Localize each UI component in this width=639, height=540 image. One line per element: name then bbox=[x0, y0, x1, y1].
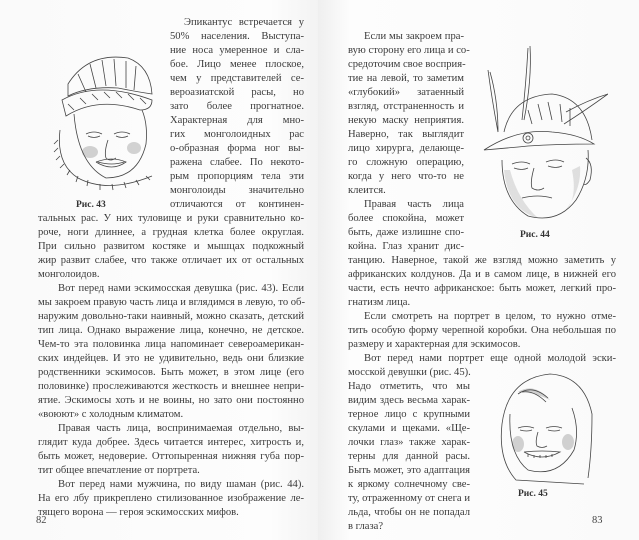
page-number-right: 83 bbox=[592, 515, 603, 526]
text-line: Надо отметить, что мы bbox=[348, 381, 470, 392]
text-line: Характерная для мно- bbox=[170, 115, 304, 126]
text-line: вую сторону его лица и со- bbox=[348, 45, 470, 56]
text-line: терное лицо с крупными bbox=[348, 409, 470, 420]
text-line: ских индейцев. И это не удивительно, ведь они близкие bbox=[38, 353, 304, 364]
text-line: «глубокий» затаенный bbox=[348, 87, 464, 98]
text-line: тальных рас. У них туловище и руки сравнительно ко- bbox=[38, 213, 304, 224]
figure-43-illustration bbox=[28, 44, 156, 194]
text-line: Быть может, это адаптация bbox=[348, 465, 470, 476]
text-line: родственники эскимосов. Быть может, в этом лице (его bbox=[38, 367, 304, 378]
text-line: половинке) прослеживаются жесткость и внешнее непри- bbox=[38, 381, 304, 392]
text-line: наружим довольно-таки наивный, можно сказать, детский bbox=[38, 311, 304, 322]
text-line: лочки глаз» также харак- bbox=[348, 437, 470, 448]
text-line: Чем-то эта половинка лица напоминает североамерикан- bbox=[38, 339, 304, 350]
figure-43-caption: Рис. 43 bbox=[76, 200, 106, 210]
text-line: Вот перед нами мужчина, по виду шаман (рис. 44). bbox=[58, 479, 304, 490]
text-line: быть может, недоверие. Оттопыренная нижняя губа пор- bbox=[38, 451, 304, 462]
text-line: когда у него что-то не bbox=[348, 171, 464, 182]
text-line: чем у представителей се- bbox=[170, 73, 304, 84]
text-line: 50% населения. Выступа- bbox=[170, 31, 304, 42]
text-line: лицо хирурга, делающе- bbox=[348, 143, 464, 154]
text-line: гнатизм лица. bbox=[348, 297, 411, 308]
text-line: Правая часть лица bbox=[364, 199, 464, 210]
text-line: рым пропорциям тела эти bbox=[170, 171, 304, 182]
text-line: к яркому солнечному све- bbox=[348, 479, 470, 490]
text-line: скулами и щеками. «Ще- bbox=[348, 423, 470, 434]
text-line: Эпикантус встречается у bbox=[184, 17, 304, 28]
text-line: На его лбу прикреплено стилизованное изображение ле- bbox=[38, 493, 304, 504]
text-line: видим здесь весьма харак- bbox=[348, 395, 470, 406]
text-line: в глаза? bbox=[348, 521, 384, 532]
text-line: Если смотреть на портрет в целом, то нужно отме- bbox=[364, 311, 616, 322]
page-number-left: 82 bbox=[36, 515, 47, 526]
text-line: африканских колдунов. Да и в самом лице, в нижней его bbox=[348, 269, 616, 280]
text-line: льда, чтобы он не попадал bbox=[348, 507, 470, 518]
text-line: глядит куда добрее. Здесь читается интерес, хитрость и, bbox=[38, 437, 304, 448]
text-line: тип лица. Однако выражение лица, конечно, не детское. bbox=[38, 325, 304, 336]
text-line: койна. Глаз хранит дис- bbox=[348, 241, 464, 252]
text-line: ражена слабее. По некото- bbox=[170, 157, 304, 168]
text-line: тит общее впечатление от портрета. bbox=[38, 465, 200, 476]
figure-45-illustration bbox=[488, 370, 600, 488]
text-line: некую маску неприятия. bbox=[348, 115, 464, 126]
text-line: Вот перед нами эскимосская девушка (рис. 43). Если bbox=[58, 283, 304, 294]
text-line: отличаются от континен- bbox=[170, 199, 304, 210]
text-line: тить особую форму черепной коробки. Она небольшая по bbox=[348, 325, 616, 336]
text-line: мосской девушки (рис. 45). bbox=[348, 367, 471, 378]
shaman-drawing bbox=[468, 40, 608, 225]
text-line: ние носа умеренное и сла- bbox=[170, 45, 304, 56]
text-line: мы закроем правую часть лица и вглядимся в левую, то об- bbox=[38, 297, 305, 308]
text-line: более спокойна, может bbox=[348, 213, 464, 224]
text-line: бое. Лицо менее плоское, bbox=[170, 59, 304, 70]
text-line: Правая часть лица, воспринимаемая отдельно, вы- bbox=[58, 423, 304, 434]
text-line: «воюют» с холодным климатом. bbox=[38, 409, 184, 420]
text-line: о-образная форма ног вы- bbox=[170, 143, 304, 154]
text-line: ту, отраженному от снега и bbox=[348, 493, 470, 504]
text-line: быть, даже излишне спо- bbox=[348, 227, 464, 238]
text-line: Если мы закроем пра- bbox=[364, 31, 464, 42]
text-line: Наверно, так выглядит bbox=[348, 129, 464, 140]
text-line: монголоиды значительно bbox=[170, 185, 304, 196]
text-line: жир развит слабее, что также отличает их от остальных bbox=[38, 255, 304, 266]
text-line: взгляд, отстраненность и bbox=[348, 101, 464, 112]
text-line: роче, ноги длиннее, а грудная клетка более округлая. bbox=[38, 227, 304, 238]
text-line: тие на левой, то заметим bbox=[348, 73, 464, 84]
right-page bbox=[318, 0, 639, 540]
text-line: При сильно развитом костяке и мышцах подкожный bbox=[38, 241, 304, 252]
text-line: вероазиатской расы, но bbox=[170, 87, 304, 98]
text-line: танцию. Наверное, такой же взгляд можно заметить у bbox=[348, 255, 616, 266]
eskimo-girl-drawing bbox=[28, 44, 156, 194]
text-line: терны для данной расы. bbox=[348, 451, 470, 462]
text-line: зато более прогнатное. bbox=[170, 101, 304, 112]
text-line: тящего ворона — героя эскимосских мифов. bbox=[38, 507, 239, 518]
text-line: монголоидов. bbox=[38, 269, 100, 280]
text-line: размеру и характерная для эскимосов. bbox=[348, 339, 521, 350]
young-eskimo-girl-drawing bbox=[488, 370, 600, 488]
text-line: клеится. bbox=[348, 185, 386, 196]
text-line: Вот перед нами портрет еще одной молодой эски- bbox=[364, 353, 616, 364]
figure-44-caption: Рис. 44 bbox=[520, 230, 550, 240]
text-line: ятие. Эскимосы хоть и не воины, но зато они постоянно bbox=[38, 395, 304, 406]
text-line: средоточим свое восприя- bbox=[348, 59, 466, 70]
figure-44-illustration bbox=[468, 40, 608, 225]
figure-45-caption: Рис. 45 bbox=[518, 489, 548, 499]
text-line: го сложную операцию, bbox=[348, 157, 464, 168]
text-line: части, есть нечто африканское: быть может, легкий про- bbox=[348, 283, 616, 294]
text-line: гих монголоидных рас bbox=[170, 129, 304, 140]
left-page bbox=[0, 0, 318, 540]
